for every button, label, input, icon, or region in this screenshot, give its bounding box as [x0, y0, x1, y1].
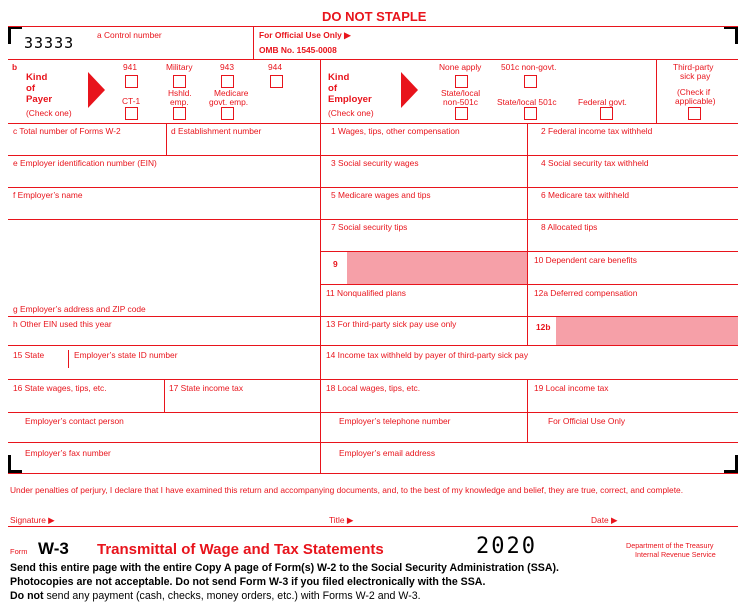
contact-person-label: Employer’s contact person [25, 416, 124, 426]
box-16-label: 16 State wages, tips, etc. [13, 383, 107, 393]
instruction-line-3-emphasis: Do not [10, 590, 44, 602]
box-h-label: h Other EIN used this year [13, 319, 112, 329]
checkbox-state-501c[interactable] [524, 107, 537, 120]
box-8-label: 8 Allocated tips [541, 222, 598, 232]
opt-943-label: 943 [220, 62, 234, 72]
checkbox-federal-govt[interactable] [600, 107, 613, 120]
checkbox-ct1[interactable] [125, 107, 138, 120]
box-g-label: g Employer’s address and ZIP code [13, 304, 146, 314]
box-18-label: 18 Local wages, tips, etc. [326, 383, 421, 393]
opt-941-label: 941 [123, 62, 137, 72]
box-9-label: 9 [333, 259, 338, 269]
payer-arrow-icon [88, 72, 106, 108]
box-3-label: 3 Social security wages [331, 158, 419, 168]
box-7-label: 7 Social security tips [331, 222, 408, 232]
crop-mark-bottom-right [724, 455, 738, 473]
box-9-shaded [347, 252, 527, 284]
signature-label: Signature ▶ [10, 515, 55, 525]
opt-501c-label: 501c non-govt. [501, 62, 557, 72]
box-6-label: 6 Medicare tax withheld [541, 190, 629, 200]
official-use-box-label: For Official Use Only [548, 416, 626, 426]
box-f-label: f Employer’s name [13, 190, 83, 200]
opt-military-label: Military [166, 62, 193, 72]
box-14-label: 14 Income tax withheld by payer of third-party sick pay [326, 350, 529, 360]
form-word: Form [10, 547, 28, 556]
box-b-label: b [12, 62, 18, 72]
box-c-label: c Total number of Forms W-2 [13, 126, 121, 136]
box-5-label: 5 Medicare wages and tips [331, 190, 431, 200]
box-13-label: 13 For third-party sick pay use only [326, 319, 457, 329]
opt-federal-label: Federal govt. [578, 97, 627, 107]
box-1-label: 1 Wages, tips, other compensation [331, 126, 460, 136]
opt-medicare-label-1: Medicare [214, 88, 249, 98]
checkbox-state-non501c[interactable] [455, 107, 468, 120]
perjury-statement: Under penalties of perjury, I declare that I have examined this return and accompanying documents, and, to the best of my knowledge and belief, they are true, correct, and complete. [10, 485, 684, 495]
box-d-label: d Establishment number [171, 126, 262, 136]
omb-number: OMB No. 1545-0008 [259, 45, 337, 55]
checkbox-944[interactable] [270, 75, 283, 88]
third-party-label-4: applicable) [675, 96, 716, 106]
payer-kind-line3: Payer [26, 94, 53, 105]
employer-kind-line1: Kind [328, 72, 350, 83]
opt-none-label: None apply [439, 62, 482, 72]
box-12b-label: 12b [536, 322, 551, 332]
box-15-id-label: Employer’s state ID number [74, 350, 178, 360]
fax-label: Employer’s fax number [25, 448, 111, 458]
opt-hshld-label-2: emp. [170, 97, 189, 107]
checkbox-943[interactable] [221, 75, 234, 88]
checkbox-hshld-emp[interactable] [173, 107, 186, 120]
box-2-label: 2 Federal income tax withheld [541, 126, 653, 136]
checkbox-none-apply[interactable] [455, 75, 468, 88]
crop-mark-top-right [724, 26, 738, 44]
third-party-label-2: sick pay [680, 71, 711, 81]
box-17-label: 17 State income tax [169, 383, 244, 393]
box-12b-shaded [556, 317, 738, 345]
box-19-label: 19 Local income tax [534, 383, 609, 393]
opt-state-non501c-label-1: State/local [441, 88, 481, 98]
instruction-line-2: Photocopies are not acceptable. Do not send Form W-3 if you filed electronically with the SSA. [10, 576, 486, 588]
date-label: Date ▶ [591, 515, 618, 525]
opt-state-non501c-label-2: non-501c [443, 97, 478, 107]
payer-kind-line2: of [26, 83, 36, 94]
opt-944-label: 944 [268, 62, 282, 72]
title-label: Title ▶ [329, 515, 354, 525]
employer-kind-line2: of [328, 83, 338, 94]
form-title: Transmittal of Wage and Tax Statements [97, 541, 384, 558]
box-e-label: e Employer identification number (EIN) [13, 158, 157, 168]
checkbox-941[interactable] [125, 75, 138, 88]
dept-irs: Internal Revenue Service [635, 550, 716, 559]
checkbox-501c-nongovt[interactable] [524, 75, 537, 88]
opt-ct1-label: CT-1 [122, 96, 141, 106]
checkbox-medicare-govt[interactable] [221, 107, 234, 120]
box-10-label: 10 Dependent care benefits [534, 255, 637, 265]
instruction-line-3 [10, 590, 421, 602]
checkbox-military[interactable] [173, 75, 186, 88]
box-11-label: 11 Nonqualified plans [326, 288, 406, 298]
form-code: 33333 [24, 34, 75, 52]
box-15-state-label: 15 State [13, 350, 45, 360]
employer-check-one: (Check one) [328, 108, 374, 118]
signature-line [8, 526, 738, 527]
payer-kind-line1: Kind [26, 72, 48, 83]
crop-mark-top-left [8, 26, 22, 44]
instruction-line-1: Send this entire page with the entire Copy A page of Form(s) W-2 to the Social Security Administration (SSA). [10, 562, 559, 574]
third-party-label-3: (Check if [677, 87, 711, 97]
phone-label: Employer’s telephone number [339, 416, 451, 426]
box-4-label: 4 Social security tax withheld [541, 158, 649, 168]
tax-year: 2020 [476, 534, 537, 559]
crop-mark-bottom-left [8, 455, 22, 473]
third-party-label-1: Third-party [673, 62, 714, 72]
opt-hshld-label-1: Hshld. [168, 88, 192, 98]
checkbox-third-party-sick-pay[interactable] [688, 107, 701, 120]
form-name: W-3 [38, 539, 69, 558]
opt-state-501c-label: State/local 501c [497, 97, 557, 107]
dept-treasury: Department of the Treasury [626, 541, 714, 550]
opt-medicare-label-2: govt. emp. [209, 97, 249, 107]
official-use-label: For Official Use Only ▶ [259, 30, 351, 40]
employer-kind-line3: Employer [328, 94, 372, 105]
instruction-line-3-text: send any payment (cash, checks, money orders, etc.) with Forms W-2 and W-3. [43, 590, 421, 602]
do-not-staple: DO NOT STAPLE [322, 9, 427, 24]
control-number-label: a Control number [97, 30, 162, 40]
email-label: Employer’s email address [339, 448, 436, 458]
employer-arrow-icon [401, 72, 419, 108]
payer-check-one: (Check one) [26, 108, 72, 118]
box-12a-label: 12a Deferred compensation [534, 288, 638, 298]
